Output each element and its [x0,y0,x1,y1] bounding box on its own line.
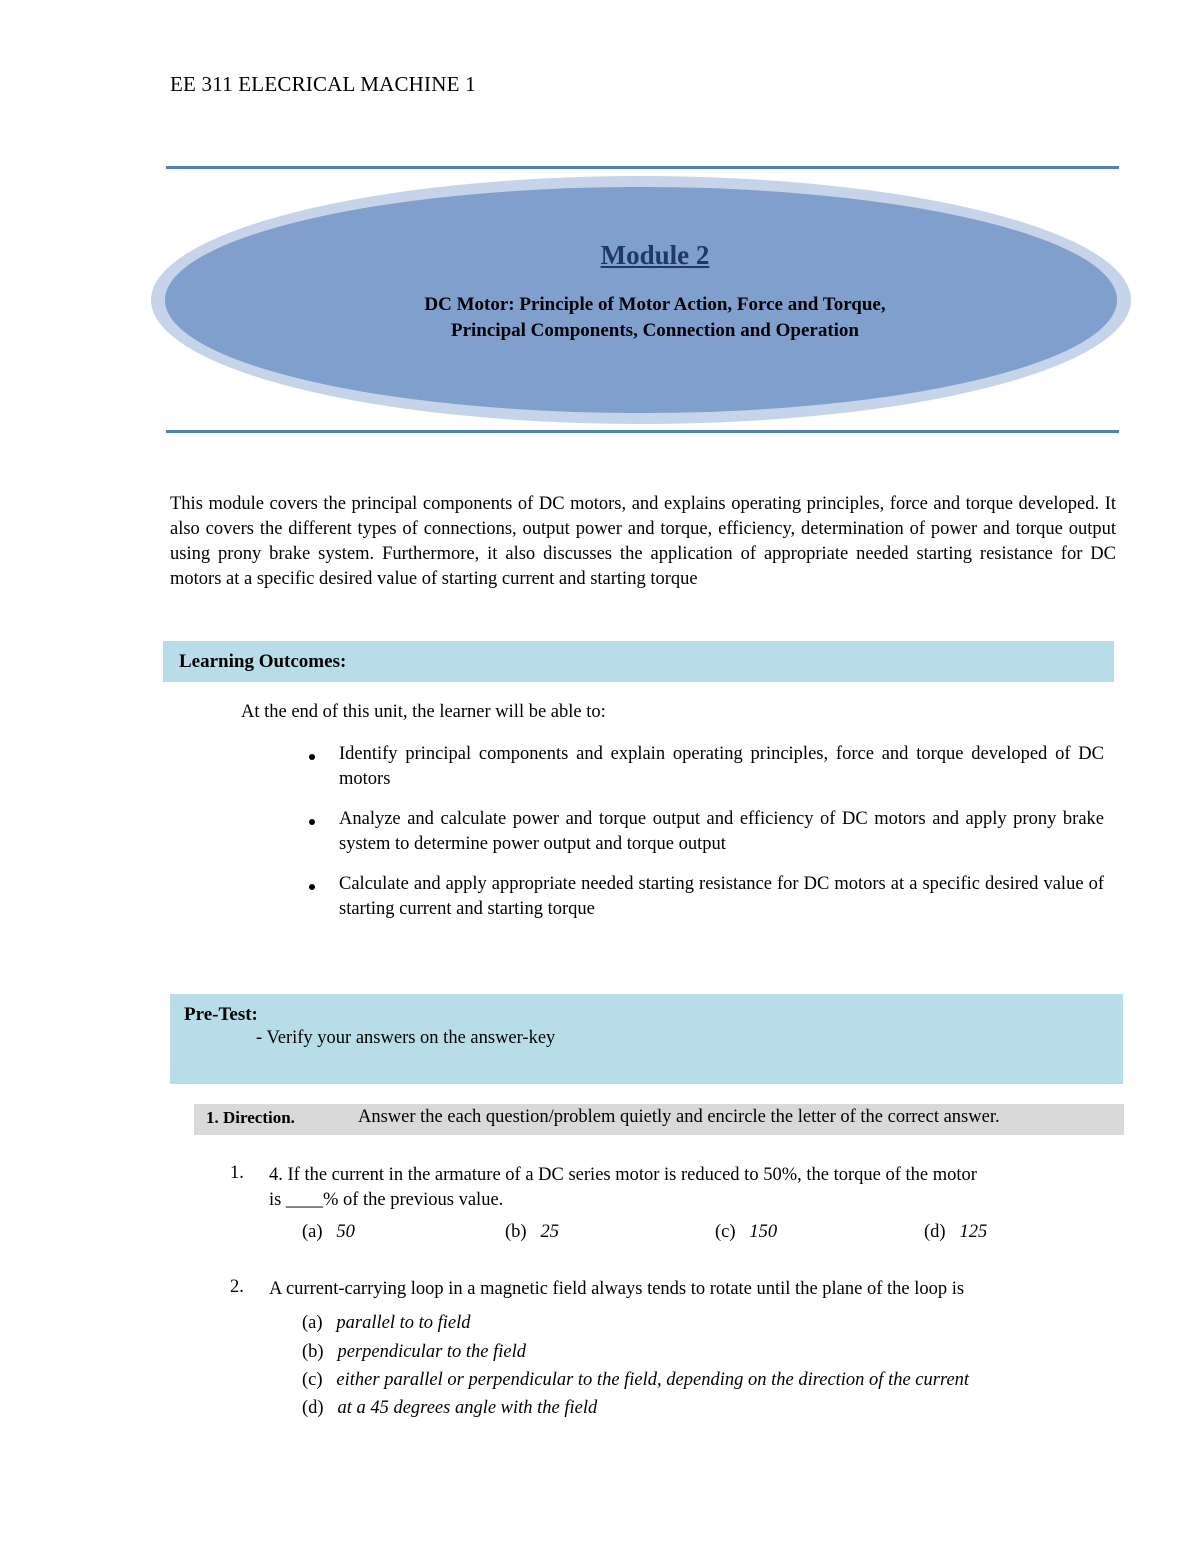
option[interactable] [302,1370,969,1391]
option-value: perpendicular to the field [337,1342,527,1362]
question-line1: 4. If the current in the armature of a DC series motor is reduced to 50%, the torque of the motor [269,1165,977,1185]
list-item [304,742,1104,792]
option[interactable] [302,1313,471,1334]
module-subtitle-line1: DC Motor: Principle of Motor Action, Force and Torque, [424,294,886,315]
module-subtitle [300,292,1010,344]
question-number: 2. [230,1277,244,1297]
option[interactable] [302,1342,526,1363]
option-letter: (c) [715,1222,736,1242]
bullet-icon [309,754,315,760]
bullet-icon [309,884,315,890]
option[interactable] [924,1222,987,1243]
list-item-text: Analyze and calculate power and torque output and efficiency of DC motors and apply prony brake system to determine power output and torque output [339,809,1104,854]
option-value: 25 [540,1222,559,1242]
list-item-text: Calculate and apply appropriate needed starting resistance for DC motors at a specific desired value of starting current and starting torque [339,874,1104,919]
question-line2: is ____% of the previous value. [269,1190,504,1210]
module-subtitle-line2: Principal Components, Connection and Operation [450,320,859,341]
learning-outcomes-list [304,742,1104,937]
bullet-icon [309,819,315,825]
option-letter: (b) [505,1222,527,1242]
option[interactable] [715,1222,777,1243]
option[interactable] [302,1398,597,1419]
option-letter: (d) [302,1398,324,1418]
module-title: Module 2 [600,240,710,270]
question-number: 1. [230,1163,244,1183]
question-text: A current-carrying loop in a magnetic field always tends to rotate until the plane of the loop is [269,1279,965,1299]
option-letter: (c) [302,1370,323,1390]
learning-outcomes-lead: At the end of this unit, the learner will be able to: [241,702,606,722]
option-value: at a 45 degrees angle with the field [337,1398,598,1418]
option-value: parallel to to field [336,1313,471,1333]
top-rule [166,166,1119,169]
intro-paragraph: This module covers the principal components of DC motors, and explains operating principles, force and torque developed. It also covers the different types of connections, output power and torque, efficiency, determination of power and torque output using prony brake system. Furthermore, it also discusses the application of appropriate needed starting resistance for DC motors at a specific desired value of starting current and starting torque [170,494,1116,589]
option-letter: (b) [302,1342,324,1362]
learning-outcomes-title: Learning Outcomes: [179,651,347,672]
option-letter: (d) [924,1222,946,1242]
question-text [269,1163,1119,1213]
list-item [304,807,1104,857]
option-letter: (a) [302,1222,323,1242]
option-value: 150 [749,1222,778,1242]
direction-text: Answer the each question/problem quietly and encircle the letter of the correct answer. [358,1107,1000,1127]
direction-label: 1. Direction. [206,1108,295,1127]
option-value: 125 [959,1222,988,1242]
pretest-note: - Verify your answers on the answer-key [256,1028,556,1048]
pretest-title: Pre-Test: [184,1004,258,1025]
option[interactable] [505,1222,559,1243]
option[interactable] [302,1222,355,1243]
option-value: either parallel or perpendicular to the field, depending on the direction of the current [336,1370,970,1390]
course-header: EE 311 ELECRICAL MACHINE 1 [170,72,476,96]
option-value: 50 [336,1222,355,1242]
list-item-text: Identify principal components and explain operating principles, force and torque developed of DC motors [339,744,1104,789]
list-item [304,872,1104,922]
option-letter: (a) [302,1313,323,1333]
bottom-rule [166,430,1119,433]
